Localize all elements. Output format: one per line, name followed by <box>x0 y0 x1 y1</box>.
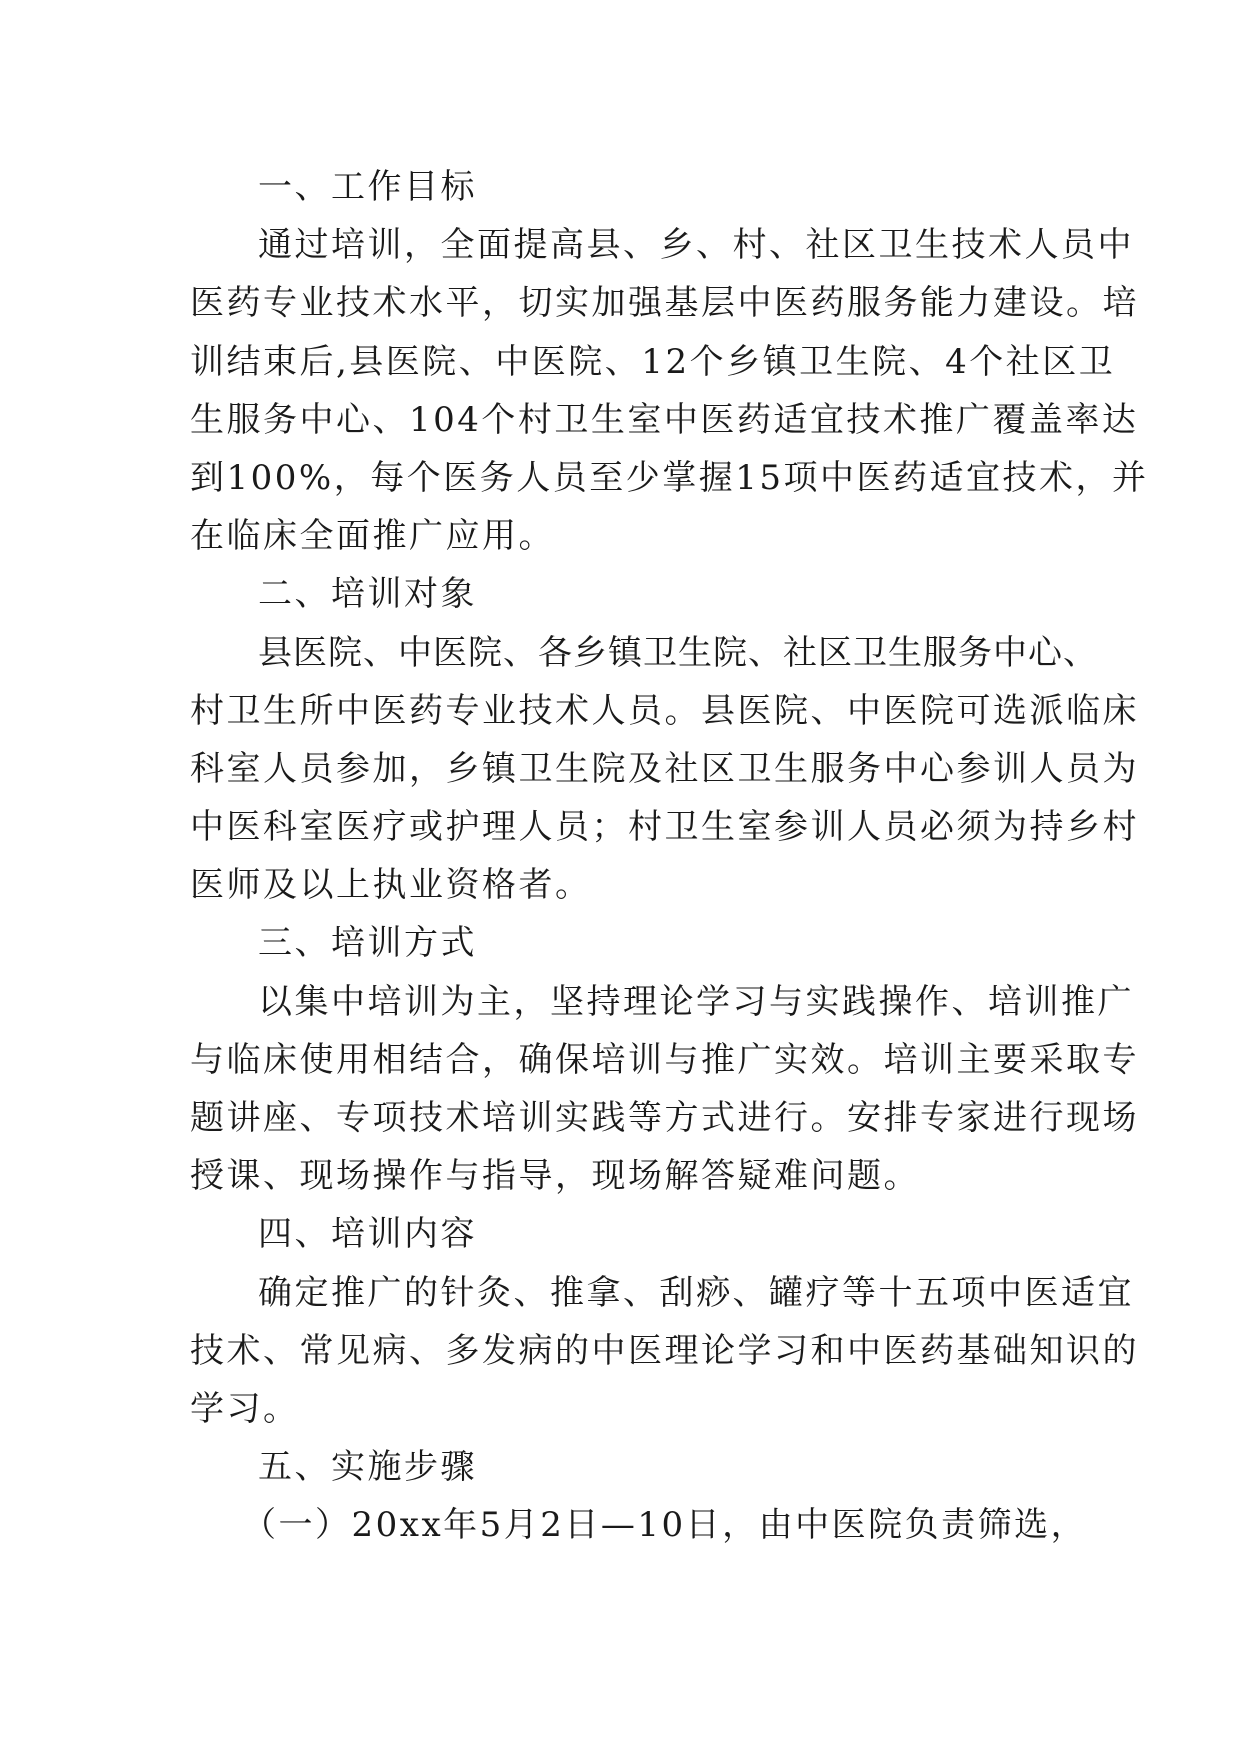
paragraph-line: 题讲座、专项技术培训实践等方式进行。安排专家进行现场 <box>190 1098 1139 1138</box>
paragraph-line: 医师及以上执业资格者。 <box>190 865 592 906</box>
paragraph-line: 村卫生所中医药专业技术人员。县医院、中医院可选派临床 <box>190 690 1139 731</box>
paragraph-line: 确定推广的针灸、推拿、刮痧、罐疗等十五项中医适宜 <box>258 1272 1134 1313</box>
paragraph-line: 在临床全面推广应用。 <box>190 516 555 557</box>
paragraph-line: 以集中培训为主，坚持理论学习与实践操作、培训推广 <box>258 981 1134 1022</box>
paragraph-line: 中医科室医疗或护理人员；村卫生室参训人员必须为持乡村 <box>190 807 1139 848</box>
paragraph-line: 与临床使用相结合，确保培训与推广实效。培训主要采取专 <box>190 1039 1139 1080</box>
paragraph-line: 到100%，每个医务人员至少掌握15项中医药适宜技术，并 <box>190 457 1149 498</box>
paragraph-line: 县医院、中医院、各乡镇卫生院、社区卫生服务中心、 <box>258 632 1098 673</box>
paragraph-line: 生服务中心、104个村卫生室中医药适宜技术推广覆盖率达 <box>190 399 1139 440</box>
section-heading: 一、工作目标 <box>258 167 477 207</box>
section-heading: 三、培训方式 <box>258 923 477 964</box>
paragraph-line: 训结束后,县医院、中医院、12个乡镇卫生院、4个社区卫 <box>190 341 1116 382</box>
paragraph-line: 医药专业技术水平，切实加强基层中医药服务能力建设。培 <box>190 283 1139 324</box>
paragraph-line: 授课、现场操作与指导，现场解答疑难问题。 <box>190 1156 920 1197</box>
section-heading: 五、实施步骤 <box>258 1447 477 1488</box>
paragraph-line: 学习。 <box>190 1388 300 1429</box>
paragraph-line: 通过培训，全面提高县、乡、村、社区卫生技术人员中 <box>258 225 1134 266</box>
paragraph-line: 科室人员参加，乡镇卫生院及社区卫生服务中心参训人员为 <box>190 748 1139 789</box>
paragraph-line: （一）20xx年5月2日—10日，由中医院负责筛选， <box>242 1505 1088 1546</box>
document-page <box>190 158 1149 1555</box>
section-heading: 二、培训对象 <box>258 574 477 615</box>
section-heading: 四、培训内容 <box>258 1214 477 1255</box>
paragraph-line: 技术、常见病、多发病的中医理论学习和中医药基础知识的 <box>190 1330 1139 1371</box>
